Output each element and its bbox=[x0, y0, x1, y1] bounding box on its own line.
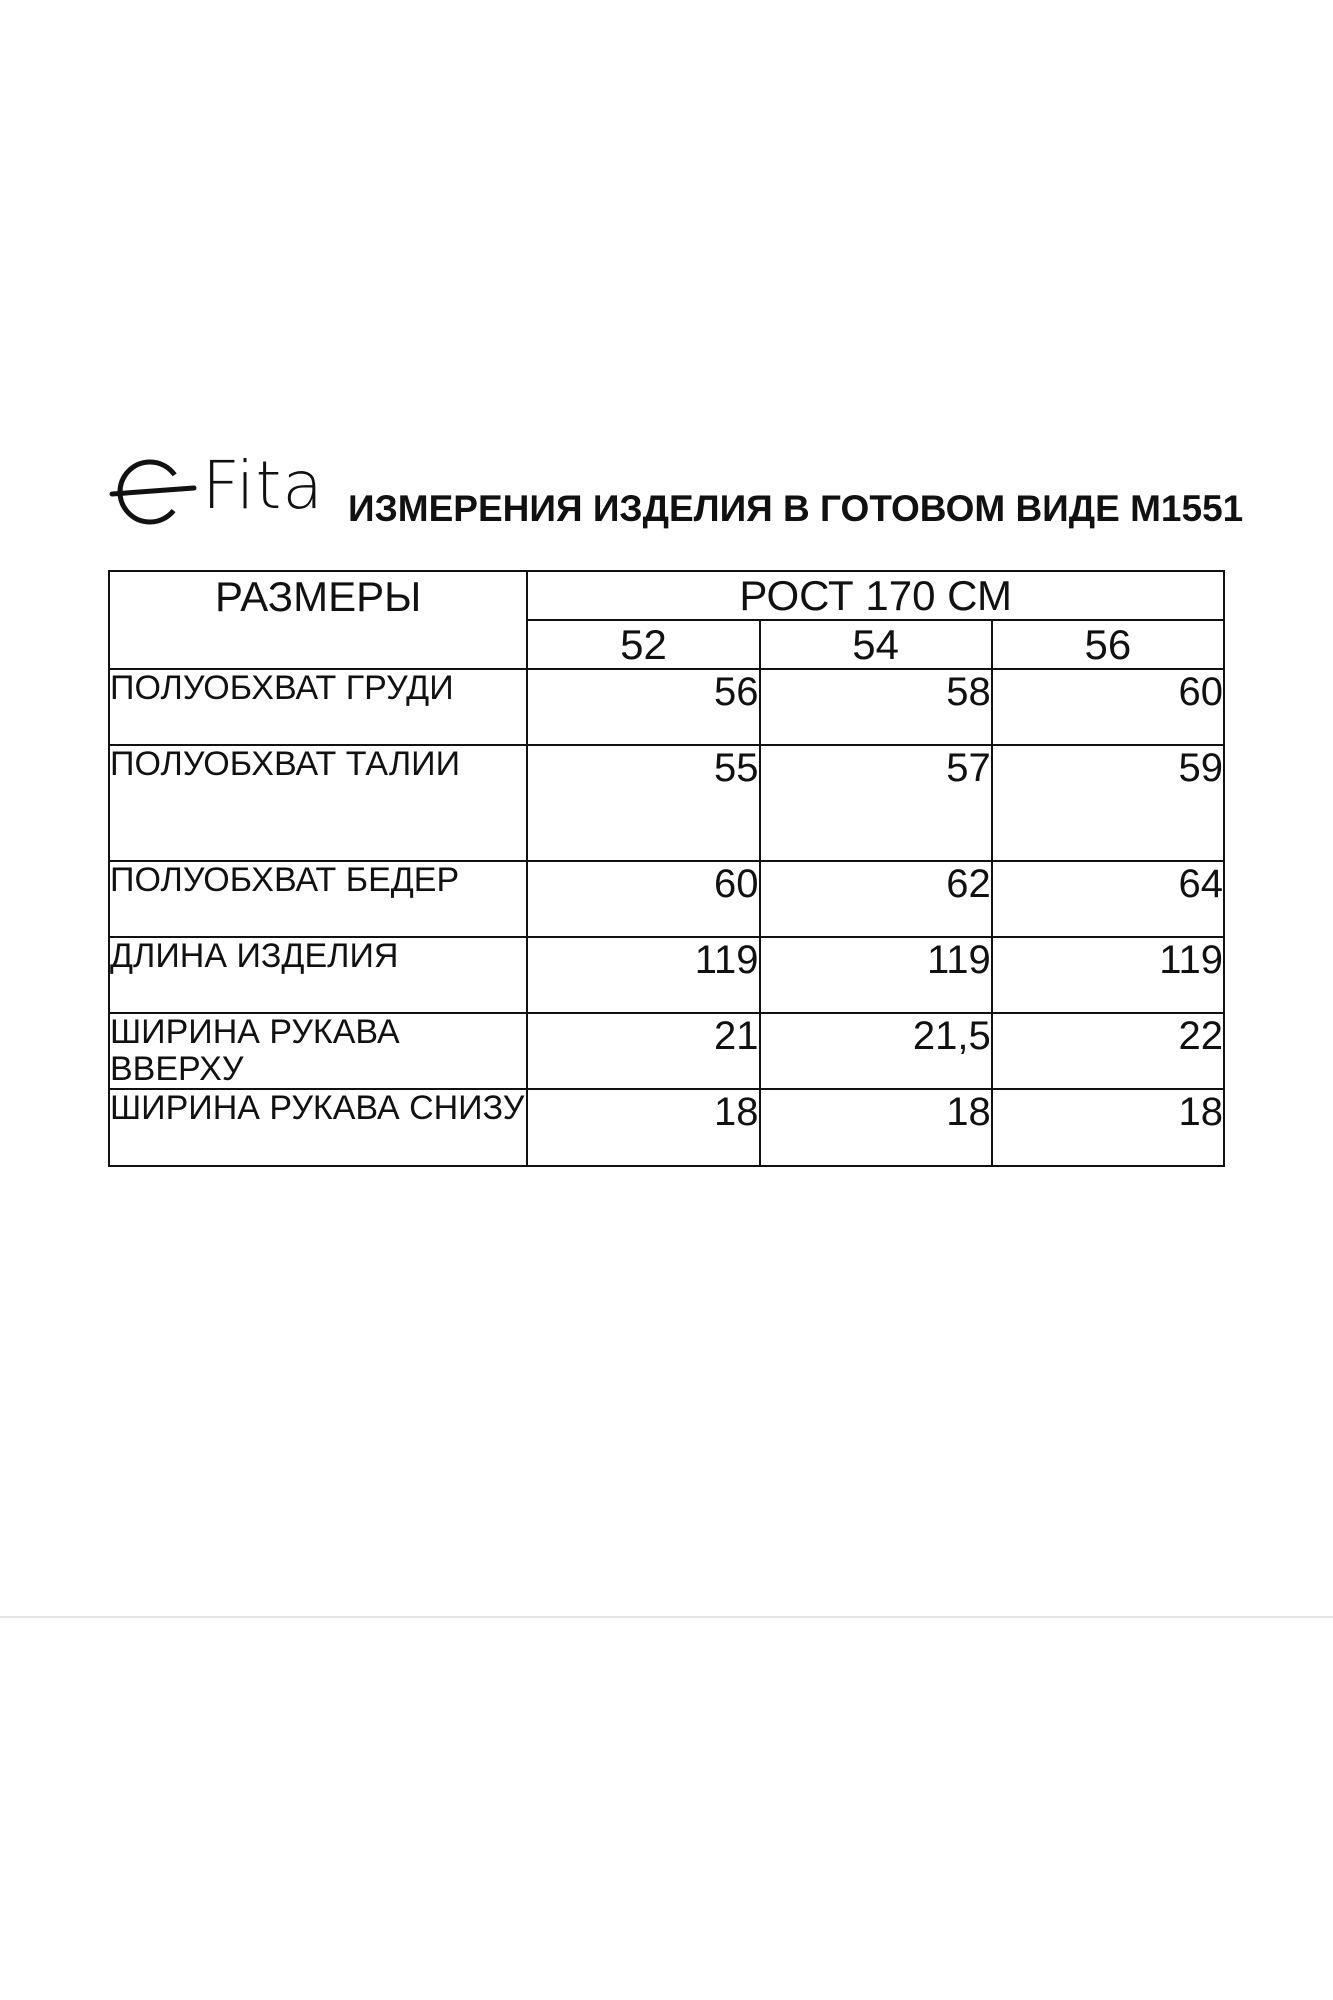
table-cell-value: 56 bbox=[527, 669, 759, 745]
document-title: ИЗМЕРЕНИЯ ИЗДЕЛИЯ В ГОТОВОМ ВИДЕ М1551 bbox=[348, 488, 1244, 529]
table-cell-value: 60 bbox=[992, 669, 1224, 745]
fita-theta-logo-icon bbox=[108, 452, 198, 527]
size-column-header: 56 bbox=[992, 620, 1224, 669]
table-row bbox=[109, 745, 1224, 861]
table-cell-value: 57 bbox=[760, 745, 992, 861]
table-row bbox=[109, 1089, 1224, 1166]
table-row bbox=[109, 669, 1224, 745]
page-divider bbox=[0, 1616, 1333, 1618]
row-label: ПОЛУОБХВАТ ТАЛИИ bbox=[109, 745, 527, 861]
table-cell-value: 60 bbox=[527, 861, 759, 937]
row-label: ШИРИНА РУКАВА СНИЗУ bbox=[109, 1089, 527, 1166]
table-cell-value: 119 bbox=[760, 937, 992, 1013]
table-cell-value: 58 bbox=[760, 669, 992, 745]
height-header: РОСТ 170 СМ bbox=[527, 571, 1224, 620]
brand-logo bbox=[108, 447, 328, 527]
sizes-header: РАЗМЕРЫ bbox=[109, 571, 527, 669]
table-cell-value: 64 bbox=[992, 861, 1224, 937]
table-cell-value: 18 bbox=[760, 1089, 992, 1166]
table-cell-value: 18 bbox=[527, 1089, 759, 1166]
brand-wordmark: Fita bbox=[202, 447, 324, 524]
table-row bbox=[109, 1013, 1224, 1089]
table-cell-value: 55 bbox=[527, 745, 759, 861]
table-cell-value: 59 bbox=[992, 745, 1224, 861]
row-label: ПОЛУОБХВАТ БЕДЕР bbox=[109, 861, 527, 937]
size-measurements-table bbox=[108, 570, 1225, 1167]
table-cell-value: 21 bbox=[527, 1013, 759, 1089]
size-column-header: 54 bbox=[760, 620, 992, 669]
table-cell-value: 119 bbox=[992, 937, 1224, 1013]
table-cell-value: 18 bbox=[992, 1089, 1224, 1166]
row-label: ДЛИНА ИЗДЕЛИЯ bbox=[109, 937, 527, 1013]
table-cell-value: 119 bbox=[527, 937, 759, 1013]
table-row bbox=[109, 861, 1224, 937]
table-row bbox=[109, 937, 1224, 1013]
table-cell-value: 62 bbox=[760, 861, 992, 937]
table-cell-value: 22 bbox=[992, 1013, 1224, 1089]
row-label: ШИРИНА РУКАВА ВВЕРХУ bbox=[109, 1013, 527, 1089]
table-cell-value: 21,5 bbox=[760, 1013, 992, 1089]
size-column-header: 52 bbox=[527, 620, 759, 669]
row-label: ПОЛУОБХВАТ ГРУДИ bbox=[109, 669, 527, 745]
